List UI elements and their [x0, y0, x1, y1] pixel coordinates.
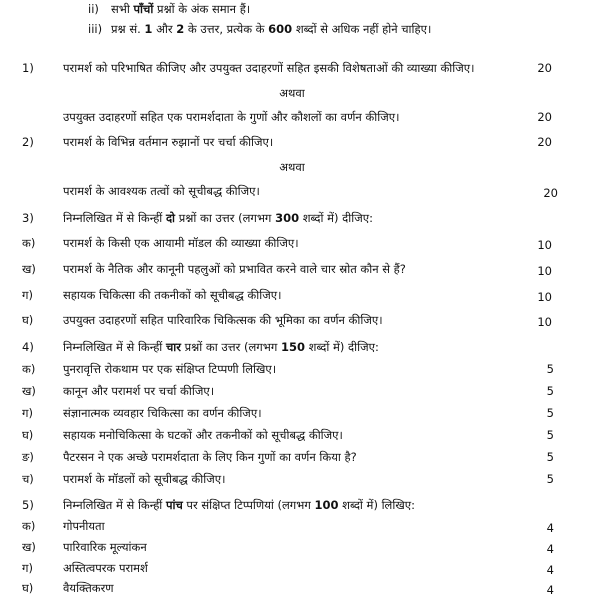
- item-number: ग): [22, 288, 33, 302]
- section-instruction: निम्नलिखित में से किन्हीं चार प्रश्नों का उत्तर (लगभग 150 शब्दों में) दीजिए:: [63, 340, 379, 354]
- item-text: कानून और परामर्श पर चर्चा कीजिए।: [63, 384, 215, 398]
- question-number: 1): [22, 61, 34, 75]
- item-number: च): [22, 472, 34, 486]
- item-number: क): [22, 519, 36, 533]
- item-text: सहायक मनोचिकित्सा के घटकों और तकनीकों को सूचीबद्ध कीजिए।: [63, 428, 343, 442]
- item-text: उपयुक्त उदाहरणों सहित पारिवारिक चिकित्सक की भूमिका का वर्णन कीजिए।: [63, 313, 383, 327]
- item-text: वैयक्तिकरण: [63, 581, 114, 595]
- instruction-text: प्रश्न सं. 1 और 2 के उत्तर, प्रत्येक के 600 शब्दों से अधिक नहीं होने चाहिए।: [111, 22, 432, 36]
- item-marks: 5: [546, 384, 554, 398]
- instruction-text: सभी पाँचों प्रश्नों के अंक समान हैं।: [111, 2, 251, 16]
- item-marks: 5: [546, 362, 554, 376]
- question-marks: 20: [537, 135, 552, 149]
- question-text: परामर्श के विभिन्न वर्तमान रुझानों पर चर्चा कीजिए।: [63, 135, 274, 149]
- item-number: घ): [22, 313, 34, 327]
- item-text: परामर्श के नैतिक और कानूनी पहलुओं को प्रभावित करने वाले चार स्रोत कौन से हैं?: [63, 262, 406, 276]
- item-text: परामर्श के किसी एक आयामी मॉडल की व्याख्या कीजिए।: [63, 236, 299, 250]
- item-number: क): [22, 236, 36, 250]
- item-marks: 4: [546, 563, 554, 577]
- item-marks: 5: [546, 428, 554, 442]
- item-text: पारिवारिक मूल्यांकन: [63, 540, 147, 554]
- item-number: ख): [22, 540, 36, 554]
- section-instruction: निम्नलिखित में से किन्हीं दो प्रश्नों का उत्तर (लगभग 300 शब्दों में) दीजिए:: [63, 211, 373, 225]
- section-number: 4): [22, 340, 34, 354]
- item-number: क): [22, 362, 36, 376]
- item-marks: 5: [546, 472, 554, 486]
- item-marks: 4: [546, 583, 554, 597]
- item-marks: 4: [546, 521, 554, 535]
- item-marks: 10: [537, 264, 552, 278]
- instruction-number: ii): [88, 2, 99, 16]
- item-number: घ): [22, 581, 34, 595]
- item-number: ग): [22, 406, 33, 420]
- question-marks: 20: [543, 186, 558, 200]
- section-instruction: निम्नलिखित में से किन्हीं पांच पर संक्षिप्त टिप्पणियां (लगभग 100 शब्दों में) लिखिए:: [63, 498, 415, 512]
- item-marks: 5: [546, 450, 554, 464]
- section-number: 5): [22, 498, 34, 512]
- item-text: पुनरावृत्ति रोकथाम पर एक संक्षिप्त टिप्पणी लिखिए।: [63, 362, 277, 376]
- item-number: घ): [22, 428, 34, 442]
- item-text: अस्तित्वपरक परामर्श: [63, 561, 148, 575]
- item-marks: 5: [546, 406, 554, 420]
- item-marks: 4: [546, 542, 554, 556]
- item-number: ख): [22, 262, 36, 276]
- item-marks: 10: [537, 315, 552, 329]
- question-number: 2): [22, 135, 34, 149]
- item-marks: 10: [537, 238, 552, 252]
- item-text: परामर्श के मॉडलों को सूचीबद्ध कीजिए।: [63, 472, 226, 486]
- item-number: ग): [22, 561, 33, 575]
- or-label: अथवा: [279, 160, 305, 174]
- instruction-number: iii): [88, 22, 103, 36]
- question-marks: 20: [537, 61, 552, 75]
- question-text: उपयुक्त उदाहरणों सहित एक परामर्शदाता के गुणों और कौशलों का वर्णन कीजिए।: [63, 110, 400, 124]
- item-text: पैटरसन ने एक अच्छे परामर्शदाता के लिए किन गुणों का वर्णन किया है?: [63, 450, 357, 464]
- item-marks: 10: [537, 290, 552, 304]
- question-marks: 20: [537, 110, 552, 124]
- item-text: सहायक चिकित्सा की तकनीकों को सूचीबद्ध कीजिए।: [63, 288, 282, 302]
- item-text: गोपनीयता: [63, 519, 105, 533]
- item-text: संज्ञानात्मक व्यवहार चिकित्सा का वर्णन कीजिए।: [63, 406, 262, 420]
- section-number: 3): [22, 211, 34, 225]
- item-number: ङ): [22, 450, 34, 464]
- or-label: अथवा: [279, 86, 305, 100]
- question-text: परामर्श के आवश्यक तत्वों को सूचीबद्ध कीजिए।: [63, 184, 260, 198]
- question-text: परामर्श को परिभाषित कीजिए और उपयुक्त उदाहरणों सहित इसकी विशेषताओं की व्याख्या कीजिए।: [63, 61, 475, 75]
- item-number: ख): [22, 384, 36, 398]
